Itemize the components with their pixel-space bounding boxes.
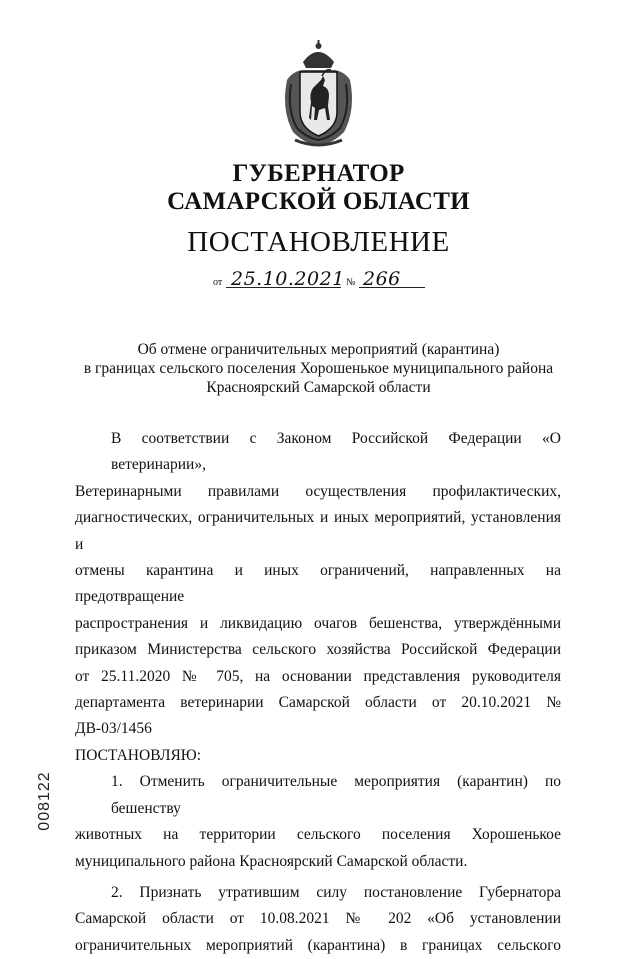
text-line: департамента ветеринарии Самарской области от 20.10.2021 № ДВ-03/1456 — [75, 694, 561, 738]
text-line: Самарской области от 10.08.2021 № 202 «Об установлении — [75, 910, 561, 928]
text-line: приказом Министерства сельского хозяйства Российской Федерации — [75, 641, 561, 659]
date-number-line — [213, 270, 433, 292]
text-line: Ветеринарными правилами осуществления профилактических, — [75, 482, 561, 500]
title-line: в границах сельского поселения Хорошенькое муниципального района — [83, 360, 554, 377]
title-line: Об отмене ограничительных мероприятий (карантина) — [137, 341, 500, 358]
document-title — [0, 340, 637, 397]
document-body — [75, 426, 561, 959]
text-line: 1. Отменить ограничительные мероприятия (карантин) по бешенству — [111, 773, 561, 817]
date-value: 25.10.2021 — [231, 268, 345, 290]
decree-word: ПОСТАНОВЛЯЮ: — [75, 746, 202, 764]
number-label: № — [346, 277, 356, 288]
text-line: распространения и ликвидацию очагов бешенства, утверждёнными — [75, 614, 561, 632]
text-line: В соответствии с Законом Российской Федерации «О ветеринарии», — [111, 430, 561, 474]
organization-name-line1: ГУБЕРНАТОР — [232, 160, 405, 187]
preamble-paragraph — [75, 426, 561, 743]
coat-of-arms-emblem — [275, 40, 362, 150]
organization-name-line2: САМАРСКОЙ ОБЛАСТИ — [167, 188, 470, 215]
date-label: от — [213, 277, 223, 288]
title-line: Красноярский Самарской области — [206, 379, 431, 396]
item-1 — [75, 769, 561, 875]
registration-number-text: 008122 — [36, 771, 53, 831]
document-type: ПОСТАНОВЛЕНИЕ — [187, 226, 450, 258]
text-line: животных на территории сельского поселения Хорошенькое — [75, 826, 561, 844]
number-value: 266 — [363, 268, 401, 290]
text-line: отмены карантина и иных ограничений, направленных на предотвращение — [75, 562, 561, 606]
text-line: муниципального района Красноярский Самарской области. — [75, 852, 468, 870]
side-registration-number — [34, 758, 56, 848]
text-line: диагностических, ограничительных и иных мероприятий, установления и — [75, 509, 561, 553]
text-line: от 25.11.2020 № 705, на основании представления руководителя — [75, 667, 561, 685]
text-line: 2. Признать утратившим силу постановление Губернатора — [111, 883, 561, 901]
text-line: ограничительных мероприятий (карантина) в границах сельского — [75, 936, 561, 954]
item-2 — [75, 880, 561, 959]
